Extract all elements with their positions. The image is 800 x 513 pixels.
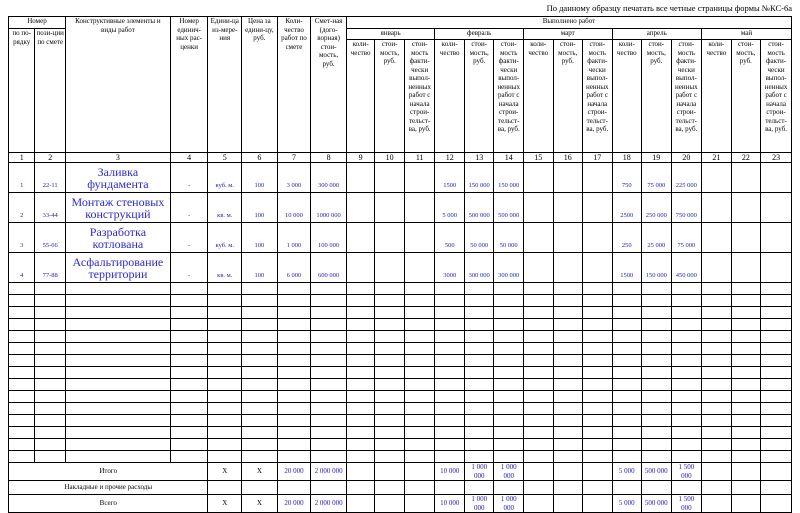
overhead-row (9, 481, 792, 495)
row-month-value: 250 000 (642, 193, 672, 223)
itogo-month-value (375, 463, 405, 481)
itogo-label: Итого (9, 463, 208, 481)
row-month-value (731, 253, 761, 283)
empty-row (9, 379, 792, 391)
row-month-value: 300 000 (494, 253, 524, 283)
subheader-qty: коли-чество (346, 40, 375, 153)
row-month-value: 250 (612, 223, 642, 253)
row-month-value (375, 253, 405, 283)
header-unit: Едини-ца из-мере-ния (208, 17, 242, 153)
empty-row (9, 403, 792, 415)
row-price: 100 (242, 163, 278, 193)
empty-row (9, 439, 792, 451)
row-unit: кв. м. (208, 253, 242, 283)
vsego-month-value: 1 000 000 (494, 495, 524, 513)
row-month-value (404, 163, 435, 193)
empty-row (9, 343, 792, 355)
row-month-value (404, 193, 435, 223)
subheader-cost: стои-мость, руб. (464, 40, 494, 153)
column-number: 20 (671, 153, 702, 163)
empty-row (9, 427, 792, 439)
ks6a-table (8, 16, 792, 513)
column-number: 23 (761, 153, 792, 163)
row-month-value (523, 163, 553, 193)
column-number: 19 (642, 153, 672, 163)
row-month-value (523, 253, 553, 283)
column-number: 12 (435, 153, 465, 163)
row-cost: 1000 000 (311, 193, 347, 223)
column-number: 3 (65, 153, 170, 163)
month-april: апрель (612, 29, 702, 40)
vsego-month-value: 5 000 (612, 495, 642, 513)
itogo-month-value: 1 500 000 (671, 463, 702, 481)
header-by-position: пози-ции по смете (35, 29, 66, 153)
subheader-actual: стои-мость факти-чески выпол-ненных работ с начала строи-тельст-ва, руб. (494, 40, 524, 153)
subheader-qty: коли-чество (435, 40, 465, 153)
column-number: 14 (494, 153, 524, 163)
month-may: май (702, 29, 792, 40)
row-month-value: 75 000 (642, 163, 672, 193)
empty-row (9, 319, 792, 331)
vsego-price: Х (242, 495, 278, 513)
itogo-unit: Х (208, 463, 242, 481)
data-rows (9, 163, 792, 283)
row-month-value (346, 193, 375, 223)
empty-row (9, 367, 792, 379)
row-price-no: - (170, 193, 208, 223)
row-month-value (761, 163, 792, 193)
row-month-value: 5 000 (435, 193, 465, 223)
row-month-value (731, 223, 761, 253)
row-month-value (731, 193, 761, 223)
column-number: 4 (170, 153, 208, 163)
row-month-value: 450 000 (671, 253, 702, 283)
empty-row (9, 295, 792, 307)
row-month-value (523, 193, 553, 223)
subheader-actual: стои-мость факти-чески выпол-ненных работ с начала строи-тельст-ва, руб. (671, 40, 702, 153)
itogo-month-value: 1 000 000 (494, 463, 524, 481)
itogo-month-value (583, 463, 613, 481)
empty-row (9, 283, 792, 295)
itogo-month-value: 500 000 (642, 463, 672, 481)
row-month-value: 300 000 (464, 253, 494, 283)
itogo-month-value (346, 463, 375, 481)
column-number: 21 (702, 153, 732, 163)
row-qty: 10 000 (277, 193, 311, 223)
empty-row (9, 331, 792, 343)
row-price-no: - (170, 163, 208, 193)
row-unit: куб. м. (208, 163, 242, 193)
header-unit-price-no: Номер единич-ных рас-ценки (170, 17, 208, 153)
itogo-price: Х (242, 463, 278, 481)
column-number: 2 (35, 153, 66, 163)
header-qty-by-estimate: Коли-чество работ по смете (277, 17, 311, 153)
column-number: 10 (375, 153, 405, 163)
header-done: Выполнено работ (346, 17, 791, 29)
row-number: 1 (9, 163, 35, 193)
row-month-value (583, 223, 613, 253)
empty-row (9, 415, 792, 427)
column-number: 22 (731, 153, 761, 163)
table-row (9, 253, 792, 283)
subheader-qty: коли-чество (702, 40, 732, 153)
row-month-value (553, 163, 583, 193)
month-february: февраль (435, 29, 524, 40)
row-month-value: 500 (435, 223, 465, 253)
itogo-month-value (761, 463, 792, 481)
row-month-value (553, 253, 583, 283)
row-month-value: 2500 (612, 193, 642, 223)
row-number: 2 (9, 193, 35, 223)
row-month-value: 1500 (435, 163, 465, 193)
subheader-cost: стои-мость, руб. (731, 40, 761, 153)
row-month-value: 25 000 (642, 223, 672, 253)
itogo-month-value: 1 000 000 (464, 463, 494, 481)
overhead-label: Накладные и прочие расходы (9, 481, 208, 495)
row-price-no: - (170, 253, 208, 283)
row-month-value (702, 193, 732, 223)
row-month-value: 150 000 (464, 163, 494, 193)
row-month-value: 750 000 (671, 193, 702, 223)
vsego-label: Всего (9, 495, 208, 513)
vsego-cost: 2 000 000 (311, 495, 347, 513)
row-month-value: 50 000 (494, 223, 524, 253)
subheader-cost: стои-мость, руб. (553, 40, 583, 153)
row-month-value (583, 253, 613, 283)
subheader-actual: стои-мость факти-чески выпол-ненных работ с начала строи-тельст-ва, руб. (761, 40, 792, 153)
row-position: 33-44 (35, 193, 66, 223)
header-elements: Конструктивные элементы и виды работ (65, 17, 170, 153)
column-number: 7 (277, 153, 311, 163)
row-month-value: 150 000 (642, 253, 672, 283)
row-month-value (553, 193, 583, 223)
vsego-month-value: 500 000 (642, 495, 672, 513)
vsego-unit: Х (208, 495, 242, 513)
row-month-value: 500 000 (464, 193, 494, 223)
table-row (9, 163, 792, 193)
itogo-month-value: 5 000 (612, 463, 642, 481)
table-row (9, 193, 792, 223)
subheader-actual: стои-мость факти-чески выпол-ненных работ с начала строи-тельст-ва, руб. (404, 40, 435, 153)
header-by-order: по по-рядку (9, 29, 35, 153)
month-january: январь (346, 29, 435, 40)
column-number: 1 (9, 153, 35, 163)
row-qty: 1 000 (277, 223, 311, 253)
subheader-cost: стои-мость, руб. (642, 40, 672, 153)
itogo-month-value: 10 000 (435, 463, 465, 481)
row-month-value (583, 193, 613, 223)
empty-row (9, 355, 792, 367)
row-month-value (583, 163, 613, 193)
empty-row (9, 307, 792, 319)
empty-row (9, 391, 792, 403)
vsego-month-value: 1 000 000 (464, 495, 494, 513)
subheader-cost: стои-мость, руб. (375, 40, 405, 153)
subheader-actual: стои-мость факти-чески выпол-ненных работ с начала строи-тельст-ва, руб. (583, 40, 613, 153)
table-row (9, 223, 792, 253)
header-price: Цена за едини-цу, руб. (242, 17, 278, 153)
row-month-value (375, 193, 405, 223)
row-price: 100 (242, 193, 278, 223)
row-month-value: 3000 (435, 253, 465, 283)
row-position: 55-66 (35, 223, 66, 253)
row-cost: 300 000 (311, 163, 347, 193)
print-note: По данному образцу печатать все четные страницы формы №КС-6а (546, 3, 792, 13)
row-qty: 6 000 (277, 253, 311, 283)
row-position: 77-88 (35, 253, 66, 283)
subheader-qty: коли-чество (612, 40, 642, 153)
subheader-qty: коли-чество (523, 40, 553, 153)
column-number: 17 (583, 153, 613, 163)
column-number: 11 (404, 153, 435, 163)
row-month-value (702, 163, 732, 193)
row-month-value: 750 (612, 163, 642, 193)
column-number: 16 (553, 153, 583, 163)
row-month-value: 1500 (612, 253, 642, 283)
row-month-value: 50 000 (464, 223, 494, 253)
row-month-value: 225 000 (671, 163, 702, 193)
row-month-value (702, 223, 732, 253)
row-work-name: Разработка котлована (65, 223, 170, 253)
itogo-month-value (702, 463, 732, 481)
row-position: 22-11 (35, 163, 66, 193)
itogo-month-value (553, 463, 583, 481)
row-unit: куб. м. (208, 223, 242, 253)
row-qty: 3 000 (277, 163, 311, 193)
totals-row (9, 463, 792, 481)
row-number: 3 (9, 223, 35, 253)
row-month-value (404, 253, 435, 283)
itogo-month-value (404, 463, 435, 481)
row-month-value: 150 000 (494, 163, 524, 193)
column-number: 9 (346, 153, 375, 163)
row-month-value (375, 163, 405, 193)
row-number: 4 (9, 253, 35, 283)
row-price: 100 (242, 253, 278, 283)
empty-rows (9, 283, 792, 463)
row-month-value (523, 223, 553, 253)
itogo-qty: 20 000 (277, 463, 311, 481)
row-month-value (761, 253, 792, 283)
empty-row (9, 451, 792, 463)
column-number: 13 (464, 153, 494, 163)
row-price-no: - (170, 223, 208, 253)
row-unit: кв. м. (208, 193, 242, 223)
row-month-value: 500 000 (494, 193, 524, 223)
row-work-name: Заливка фундамента (65, 163, 170, 193)
vsego-month-value: 10 000 (435, 495, 465, 513)
header-estimate-cost: Смет-ная (дого-ворная) стои-мость, руб. (311, 17, 347, 153)
itogo-month-value (523, 463, 553, 481)
row-price: 100 (242, 223, 278, 253)
row-month-value (346, 223, 375, 253)
column-numbers-row (9, 153, 792, 163)
row-month-value (346, 253, 375, 283)
row-month-value (346, 163, 375, 193)
row-month-value (375, 223, 405, 253)
row-month-value (404, 223, 435, 253)
row-month-value (702, 253, 732, 283)
column-number: 15 (523, 153, 553, 163)
row-month-value (731, 163, 761, 193)
column-number: 18 (612, 153, 642, 163)
month-march: март (523, 29, 612, 40)
row-cost: 100 000 (311, 223, 347, 253)
row-work-name: Асфальтирование территории (65, 253, 170, 283)
column-number: 8 (311, 153, 347, 163)
row-month-value (553, 223, 583, 253)
vsego-month-value: 1 500 000 (671, 495, 702, 513)
row-month-value: 75 000 (671, 223, 702, 253)
vsego-qty: 20 000 (277, 495, 311, 513)
row-cost: 600 000 (311, 253, 347, 283)
row-month-value (761, 193, 792, 223)
itogo-cost: 2 000 000 (311, 463, 347, 481)
row-month-value (761, 223, 792, 253)
header-number: Номер (9, 17, 66, 29)
itogo-month-value (731, 463, 761, 481)
column-number: 5 (208, 153, 242, 163)
row-work-name: Монтаж стеновых конструкций (65, 193, 170, 223)
column-number: 6 (242, 153, 278, 163)
